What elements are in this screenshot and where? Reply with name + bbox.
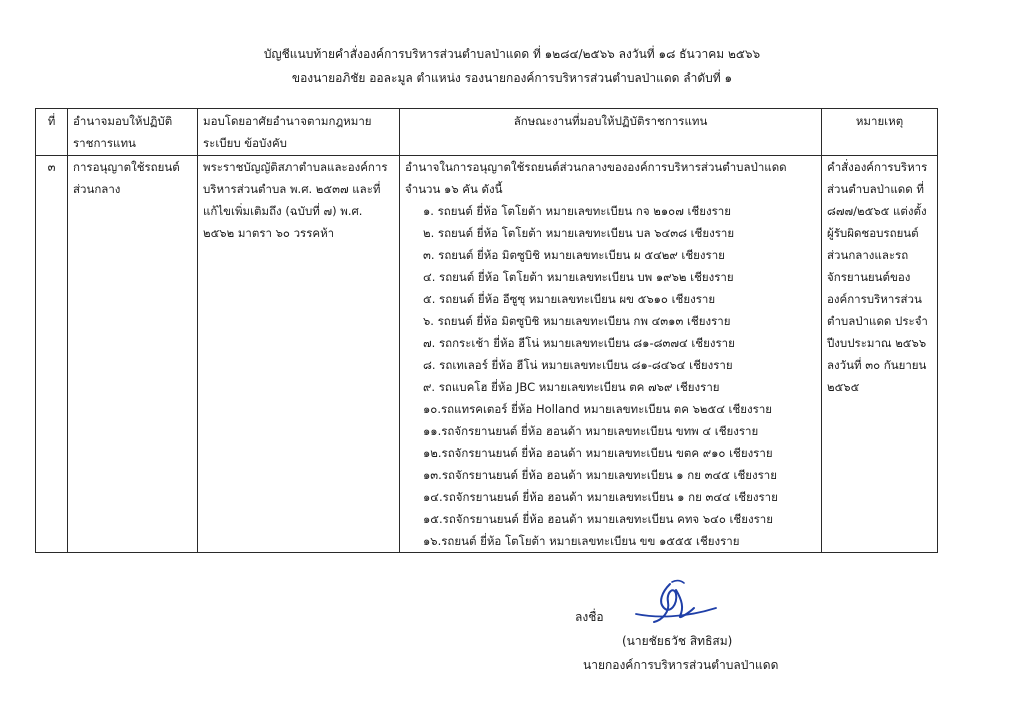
row-authority: การอนุญาตใช้รถยนต์ส่วนกลาง bbox=[68, 156, 198, 553]
list-item: ๔. รถยนต์ ยี่ห้อ โตโยต้า หมายเลขทะเบียน บพ ๑๙๖๒ เชียงราย bbox=[423, 270, 734, 284]
list-item: ๒. รถยนต์ ยี่ห้อ โตโยต้า หมายเลขทะเบียน บล ๖๔๓๘ เชียงราย bbox=[423, 226, 735, 240]
list-item: ๕. รถยนต์ ยี่ห้อ อีซูซุ หมายเลขทะเบียน ผข ๕๖๑๐ เชียงราย bbox=[423, 292, 716, 306]
list-item: ๑๕.รถจักรยานยนต์ ยี่ห้อ ฮอนด้า หมายเลขทะเบียน คทจ ๖๔๐ เชียงราย bbox=[423, 512, 773, 526]
vehicle-list bbox=[405, 200, 816, 552]
row-law: พระราชบัญญัติสภาตำบลและองค์การบริหารส่วนตำบล พ.ศ. ๒๕๓๗ และที่แก้ไขเพิ่มเติมถึง (ฉบับที่ ๗) พ.ศ. ๒๕๖๒ มาตรา ๖๐ วรรคห้า bbox=[198, 156, 400, 553]
list-item: ๑๖.รถยนต์ ยี่ห้อ โตโยต้า หมายเลขทะเบียน ขข ๑๕๕๕ เชียงราย bbox=[423, 534, 740, 548]
list-item: ๖. รถยนต์ ยี่ห้อ มิตซูบิชิ หมายเลขทะเบียน กพ ๔๓๑๓ เชียงราย bbox=[423, 314, 731, 328]
row-number: ๓ bbox=[36, 156, 68, 553]
column-header-law: มอบโดยอาศัยอำนาจตามกฎหมาย ระเบียบ ข้อบังคับ bbox=[198, 109, 400, 156]
column-header-no: ที่ bbox=[36, 109, 68, 156]
list-item: ๑๓.รถจักรยานยนต์ ยี่ห้อ ฮอนด้า หมายเลขทะเบียน ๑ กย ๓๔๕ เชียงราย bbox=[423, 468, 778, 482]
list-item: ๑๒.รถจักรยานยนต์ ยี่ห้อ ฮอนด้า หมายเลขทะเบียน ขตค ๙๑๐ เชียงราย bbox=[423, 446, 773, 460]
list-item: ๘. รถเทเลอร์ ยี่ห้อ ฮีโน่ หมายเลขทะเบียน ๘๑-๘๔๖๔ เชียงราย bbox=[423, 358, 733, 372]
delegation-table bbox=[35, 108, 938, 553]
column-header-note: หมายเหตุ bbox=[822, 109, 938, 156]
table-row bbox=[36, 156, 938, 553]
list-item: ๑๐.รถแทรคเตอร์ ยี่ห้อ Holland หมายเลขทะเบียน ตค ๖๒๕๔ เชียงราย bbox=[423, 402, 773, 416]
row-note: คำสั่งองค์การบริหารส่วนตำบลป่าแดด ที่ ๘๗๗/๒๕๖๕ แต่งตั้งผู้รับผิดชอบรถยนต์ส่วนกลางและรถจักรยานยนต์ขององค์การบริหารส่วนตำบลป่าแดด ประจำปีงบประมาณ ๒๕๖๖ ลงวันที่ ๓๐ กันยายน ๒๕๖๕ bbox=[822, 156, 938, 553]
description-intro: อำนาจในการอนุญาตใช้รถยนต์ส่วนกลางขององค์การบริหารส่วนตำบลป่าแดด จำนวน ๑๖ คัน ดังนี้ bbox=[405, 160, 787, 196]
header-line-1: บัญชีแนบท้ายคำสั่งองค์การบริหารส่วนตำบลป่าแดด ที่ ๑๒๘๔/๒๕๖๖ ลงวันที่ ๑๘ ธันวาคม ๒๕๖๖ bbox=[263, 47, 761, 61]
list-item: ๗. รถกระเช้า ยี่ห้อ ฮีโน่ หมายเลขทะเบียน ๘๑-๘๓๗๔ เชียงราย bbox=[423, 336, 735, 350]
signatory-position: นายกองค์การบริหารส่วนตำบลป่าแดด bbox=[583, 658, 779, 672]
list-item: ๑. รถยนต์ ยี่ห้อ โตโยต้า หมายเลขทะเบียน กจ ๒๑๐๗ เชียงราย bbox=[423, 204, 731, 218]
list-item: ๙. รถแบคโฮ ยี่ห้อ JBC หมายเลขทะเบียน ตค ๗๖๙ เชียงราย bbox=[423, 380, 720, 394]
list-item: ๑๑.รถจักรยานยนต์ ยี่ห้อ ฮอนด้า หมายเลขทะเบียน ขทพ ๔ เชียงราย bbox=[423, 424, 759, 438]
signatory-name: (นายชัยธวัช สิทธิสม) bbox=[622, 634, 733, 648]
handwritten-signature bbox=[632, 578, 718, 628]
list-item: ๓. รถยนต์ ยี่ห้อ มิตซูบิชิ หมายเลขทะเบียน ผ ๕๔๒๙ เชียงราย bbox=[423, 248, 725, 262]
header-line-2: ของนายอภิชัย ออละมูล ตำแหน่ง รองนายกองค์การบริหารส่วนตำบลป่าแดด ลำดับที่ ๑ bbox=[291, 71, 733, 85]
table-header-row bbox=[36, 109, 938, 156]
column-header-description: ลักษณะงานที่มอบให้ปฏิบัติราชการแทน bbox=[400, 109, 822, 156]
column-header-authority: อำนาจมอบให้ปฏิบัติราชการแทน bbox=[68, 109, 198, 156]
signature-label: ลงชื่อ bbox=[575, 610, 604, 624]
document-header bbox=[0, 42, 1024, 90]
list-item: ๑๔.รถจักรยานยนต์ ยี่ห้อ ฮอนด้า หมายเลขทะเบียน ๑ กย ๓๔๔ เชียงราย bbox=[423, 490, 778, 504]
row-description bbox=[400, 156, 822, 553]
